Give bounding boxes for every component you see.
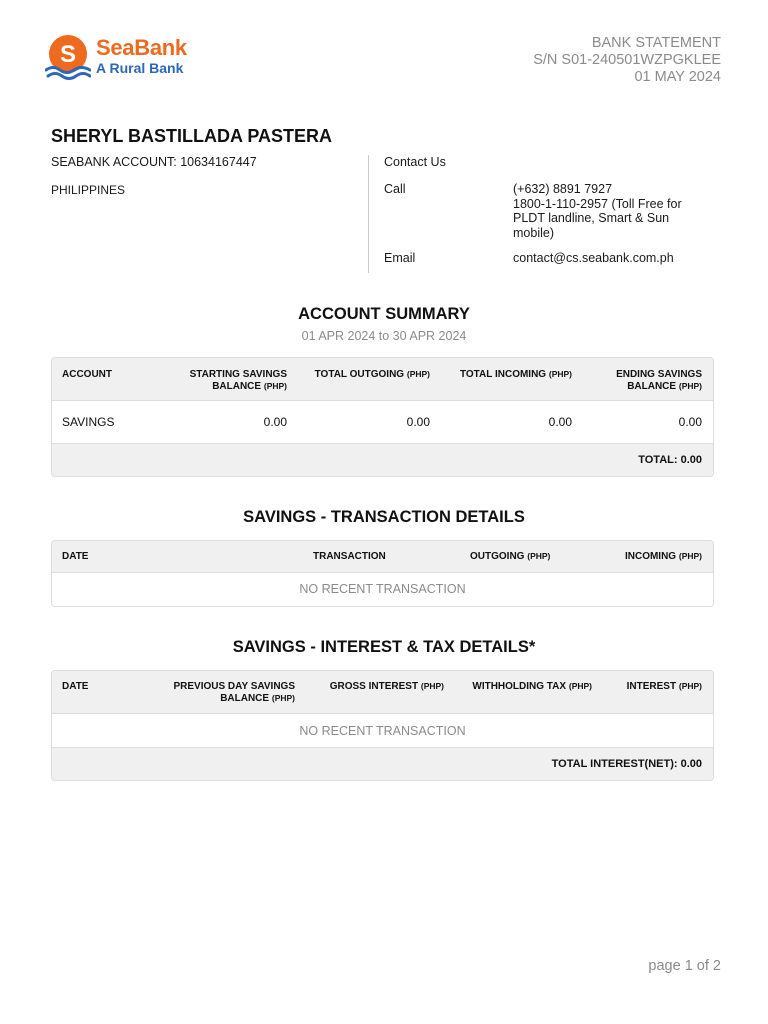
row-outgoing: 0.00 (406, 415, 430, 429)
col-account: ACCOUNT (62, 369, 112, 380)
interest-total: TOTAL INTEREST(NET): 0.00 (551, 758, 702, 770)
contact-email-label: Email (384, 251, 416, 265)
col-total-outgoing: TOTAL OUTGOING (PHP) (314, 369, 430, 380)
table-footer (52, 444, 713, 476)
table-footer (52, 748, 713, 780)
col-previous-balance: PREVIOUS DAY SAVINGS BALANCE (PHP) (173, 681, 295, 704)
contact-heading: Contact Us (384, 155, 446, 169)
interest-title: SAVINGS - INTEREST & TAX DETAILS* (232, 638, 536, 656)
call-number-2: 1800-1-110-2957 (Toll Free for (513, 196, 682, 211)
statement-header (533, 35, 721, 86)
call-number-3: PLDT landline, Smart & Sun (513, 211, 670, 225)
statement-serial: S/N S01-240501WZPGKLEE (533, 52, 721, 68)
col-starting-balance: STARTING SAVINGS BALANCE (PHP) (189, 369, 287, 392)
col-date: DATE (62, 681, 89, 692)
seabank-logo (45, 34, 205, 82)
transactions-title: SAVINGS - TRANSACTION DETAILS (243, 508, 525, 526)
empty-row (52, 714, 713, 748)
col-total-incoming: TOTAL INCOMING (PHP) (459, 369, 572, 380)
customer-name: SHERYL BASTILLADA PASTERA (51, 126, 333, 146)
col-date: DATE (62, 551, 89, 562)
customer-country: PHILIPPINES (51, 183, 126, 197)
vertical-divider (368, 155, 369, 273)
seabank-logo-icon (45, 34, 91, 80)
col-incoming: INCOMING (PHP) (624, 551, 702, 562)
svg-text:S: S (59, 41, 77, 68)
call-number-4: mobile) (513, 225, 554, 240)
page-number: page 1 of 2 (648, 958, 721, 974)
interest-table (51, 670, 714, 781)
account-summary-table (51, 357, 714, 477)
no-transaction-text: NO RECENT TRANSACTION (299, 724, 466, 738)
no-transaction-text: NO RECENT TRANSACTION (299, 582, 466, 596)
contact-call-value (513, 182, 713, 240)
col-gross-interest: GROSS INTEREST (PHP) (329, 681, 444, 692)
summary-total: TOTAL: 0.00 (638, 454, 702, 466)
customer-account: SEABANK ACCOUNT: 10634167447 (51, 155, 257, 169)
col-withholding-tax: WITHHOLDING TAX (PHP) (472, 681, 592, 692)
col-transaction: TRANSACTION (313, 551, 386, 562)
row-starting: 0.00 (263, 415, 287, 429)
brand-name: SeaBank (96, 35, 187, 60)
col-interest: INTEREST (PHP) (626, 681, 702, 692)
col-outgoing: OUTGOING (PHP) (470, 551, 551, 562)
call-number-1: (+632) 8891 7927 (513, 182, 613, 196)
table-header (52, 671, 713, 714)
statement-title: BANK STATEMENT (591, 35, 721, 51)
table-row (52, 401, 713, 444)
col-ending-balance: ENDING SAVINGS BALANCE (PHP) (616, 369, 702, 392)
empty-row (52, 573, 713, 606)
account-summary-period: 01 APR 2024 to 30 APR 2024 (301, 329, 467, 343)
row-ending: 0.00 (678, 415, 702, 429)
table-header (52, 541, 713, 573)
table-header (52, 358, 713, 401)
statement-date: 01 MAY 2024 (634, 69, 721, 85)
row-account: SAVINGS (62, 415, 115, 429)
row-incoming: 0.00 (548, 415, 572, 429)
transactions-table (51, 540, 714, 607)
contact-call-label: Call (384, 182, 406, 196)
brand-tagline: A Rural Bank (96, 60, 184, 76)
contact-email-value[interactable]: contact@cs.seabank.com.ph (513, 251, 674, 265)
account-summary-title: ACCOUNT SUMMARY (298, 305, 470, 323)
